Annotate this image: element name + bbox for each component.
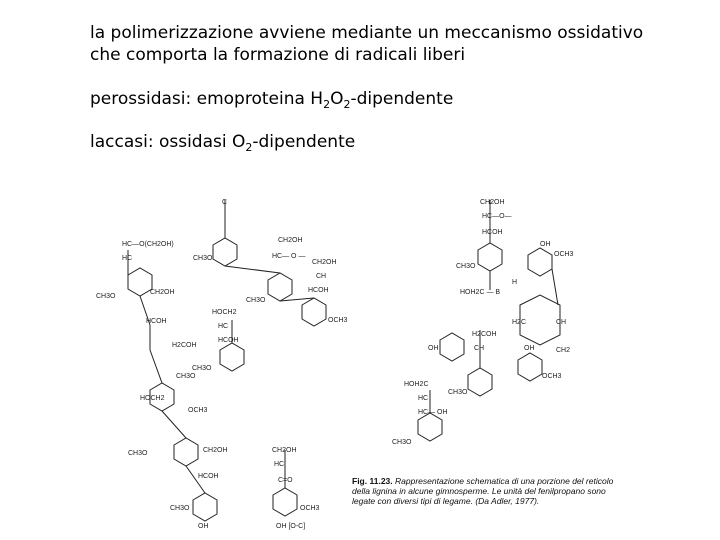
label-c-o: C=O bbox=[278, 477, 293, 484]
label-oh-3: OH bbox=[428, 345, 439, 352]
label-h2coh-2: CH2OH bbox=[272, 447, 297, 454]
label-ch3o-6: CH3O bbox=[246, 297, 266, 304]
figure-caption-text: Rappresentazione schematica di una porzione del reticolo della lignina in alcune gimnosperme. Le unità del fenilpropano sono legate con diversi tipi di legame. (Da Adler, 1977). bbox=[352, 476, 614, 506]
label-hc-o-2: HC— O — bbox=[272, 253, 306, 260]
label-hc-3: HC bbox=[274, 461, 285, 468]
lignin-middle-column bbox=[192, 199, 348, 530]
label-ch2oh: CH2OH bbox=[150, 289, 175, 296]
label-ch2: CH2 bbox=[556, 347, 571, 354]
label-hc-o: HC—O(CH2OH) bbox=[122, 241, 174, 248]
label-ch: CH bbox=[316, 273, 327, 280]
label-hoch2-2: HOCH2 bbox=[212, 309, 237, 316]
label-och3-4: OCH3 bbox=[554, 251, 574, 258]
label-hoch2: HOCH2 bbox=[140, 395, 165, 402]
label-ch3o-3: CH3O bbox=[128, 450, 148, 457]
slide-text-line-1: la polimerizzazione avviene mediante un meccanismo ossidativo bbox=[90, 23, 644, 43]
label-hoh2c-b: HOH2C — B bbox=[460, 289, 501, 296]
label-hcoh-4: HCOH bbox=[218, 337, 239, 344]
label-oh-oc: OH [O-C] bbox=[276, 523, 306, 530]
label-hoh2c: HOH2C bbox=[404, 381, 429, 388]
label-h: H bbox=[512, 279, 518, 286]
label-oh: OH bbox=[198, 523, 209, 530]
label-ch-2: CH bbox=[556, 319, 567, 326]
label-hcoh-5: HCOH bbox=[482, 229, 503, 236]
label-ch2oh-5: CH2OH bbox=[480, 199, 505, 206]
label-ch3o-2: CH3O bbox=[176, 373, 196, 380]
label-h2coh: H2COH bbox=[172, 342, 197, 349]
label-ch3o-7: CH3O bbox=[192, 365, 212, 372]
label-ch2oh-2: CH2OH bbox=[203, 447, 228, 454]
label-hcoh-2: HCOH bbox=[198, 473, 219, 480]
label-ch-3: CH bbox=[474, 345, 485, 352]
label-c: C bbox=[222, 199, 228, 206]
label-och3-5: OCH3 bbox=[542, 373, 562, 380]
label-h2c: H2C bbox=[512, 319, 527, 326]
label-ch3o-8: CH3O bbox=[456, 263, 476, 270]
label-ch3o: CH3O bbox=[96, 293, 116, 300]
peroxidase-mid: O bbox=[330, 89, 344, 109]
label-hc-oh: HC— OH bbox=[418, 409, 448, 416]
label-hc-2: HC bbox=[218, 323, 229, 330]
laccase-line bbox=[90, 131, 355, 153]
label-hcoh: HCOH bbox=[146, 318, 167, 325]
peroxidase-sub-2: 2 bbox=[343, 98, 351, 111]
label-och3-3: OCH3 bbox=[300, 505, 320, 512]
peroxidase-line bbox=[90, 88, 453, 110]
label-hc-4: HC bbox=[418, 395, 429, 402]
laccase-prefix: laccasi: ossidasi O bbox=[90, 132, 246, 152]
label-ch2oh-3: CH2OH bbox=[278, 237, 303, 244]
peroxidase-sub-1: 2 bbox=[323, 98, 331, 111]
lignin-left-column bbox=[96, 241, 228, 530]
label-ch3o-10: CH3O bbox=[392, 439, 412, 446]
label-hc-o-3: HC—O— bbox=[482, 213, 512, 220]
label-oh-2: OH bbox=[540, 241, 551, 248]
laccase-suffix: -dipendente bbox=[252, 132, 356, 152]
label-h2coh-3: H2COH bbox=[472, 331, 497, 338]
label-hc: HC bbox=[122, 255, 133, 262]
laccase-sub: 2 bbox=[245, 141, 253, 154]
label-ch3o-5: CH3O bbox=[193, 255, 213, 262]
label-hcoh-3: HCOH bbox=[308, 287, 329, 294]
label-och3: OCH3 bbox=[188, 407, 208, 414]
peroxidase-suffix: -dipendente bbox=[350, 89, 454, 109]
label-ch3o-4: CH3O bbox=[170, 505, 190, 512]
label-och3-2: OCH3 bbox=[328, 317, 348, 324]
label-ch3o-9: CH3O bbox=[448, 389, 468, 396]
slide-text-line-2: che comporta la formazione di radicali liberi bbox=[90, 45, 466, 65]
label-oh-4: OH bbox=[524, 345, 535, 352]
label-ch2oh-4: CH2OH bbox=[312, 259, 337, 266]
figure-number: Fig. 11.23. bbox=[352, 476, 393, 486]
peroxidase-prefix: perossidasi: emoproteina H bbox=[90, 89, 324, 109]
figure-caption bbox=[352, 476, 628, 506]
lignin-right-column bbox=[392, 199, 574, 446]
